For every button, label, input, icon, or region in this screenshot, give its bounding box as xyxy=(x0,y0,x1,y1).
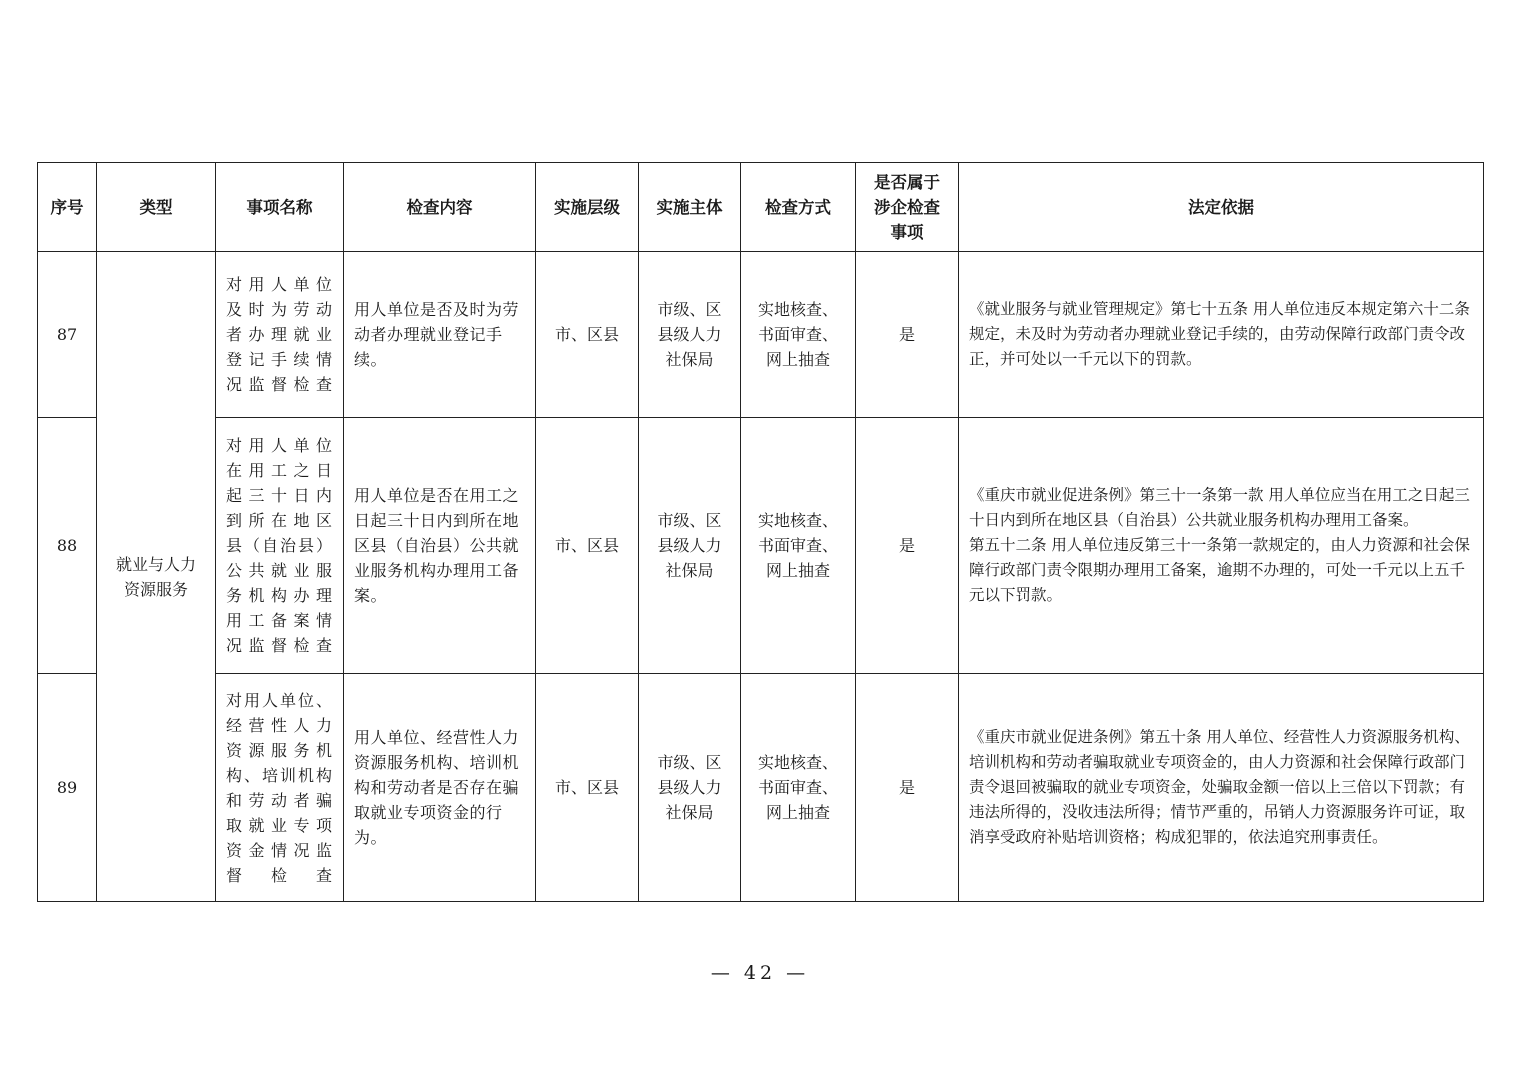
item-name-line: 督检查 xyxy=(226,865,333,885)
item-name-line: 对用人单位 xyxy=(226,275,333,294)
method-cell xyxy=(741,252,856,418)
item-name-line: 县（自治县） xyxy=(226,536,333,555)
table-row xyxy=(38,252,1484,418)
item-name-line: 取就业专项 xyxy=(226,815,333,835)
item-name-line: 到所在地区 xyxy=(226,511,333,530)
item-name-cell xyxy=(216,418,344,674)
method-line: 实地核查、 xyxy=(757,300,838,319)
header-enterprise-line: 事项 xyxy=(890,222,924,242)
item-name-cell xyxy=(216,252,344,418)
header-seq: 序号 xyxy=(38,163,97,252)
item-name-line: 登记手续情 xyxy=(226,350,333,369)
subject-cell xyxy=(639,674,741,902)
content-text: 用人单位、经营性人力资源服务机构、培训机构和劳动者是否存在骗取就业专项资金的行为。 xyxy=(354,728,520,847)
item-name-line: 资源服务机 xyxy=(226,740,333,760)
content-cell xyxy=(344,418,536,674)
header-method: 检查方式 xyxy=(741,163,856,252)
item-name-line: 况监督检查 xyxy=(226,375,333,394)
header-basis: 法定依据 xyxy=(959,163,1484,252)
item-name-line: 构、培训机构 xyxy=(226,765,333,785)
subject-line: 社保局 xyxy=(665,561,714,580)
table-header-row xyxy=(38,163,1484,252)
method-line: 实地核查、 xyxy=(757,511,838,530)
basis-text: 《重庆市就业促进条例》第三十一条第一款 用人单位应当在用工之日起三十日内到所在地区县（自治县）公共就业服务机构办理用工备案。 第五十二条 用人单位违反第三十一条第一款规定的，由人力资源和社会保障行政部门责令限期办理用工备案，逾期不办理的，可处一千元以上五千元以下罚款。 xyxy=(969,486,1470,604)
method-line: 实地核查、 xyxy=(757,753,838,772)
subject-line: 县级人力 xyxy=(657,778,722,797)
subject-line: 社保局 xyxy=(665,803,714,822)
subject-line: 县级人力 xyxy=(657,536,722,555)
table-row xyxy=(38,674,1484,902)
header-item-name: 事项名称 xyxy=(216,163,344,252)
content-text: 用人单位是否在用工之日起三十日内到所在地区县（自治县）公共就业服务机构办理用工备案。 xyxy=(354,486,520,605)
content-text: 用人单位是否及时为劳动者办理就业登记手续。 xyxy=(354,300,520,369)
table-row xyxy=(38,418,1484,674)
method-line: 书面审查、 xyxy=(757,325,838,344)
method-line: 网上抽查 xyxy=(765,561,830,580)
header-content: 检查内容 xyxy=(344,163,536,252)
subject-line: 县级人力 xyxy=(657,325,722,344)
inspection-table xyxy=(37,162,1484,902)
basis-text: 《重庆市就业促进条例》第五十条 用人单位、经营性人力资源服务机构、培训机构和劳动者骗取就业专项资金的，由人力资源和社会保障行政部门责令退回被骗取的就业专项资金，处骗取金额一倍以上三倍以下罚款；有违法所得的，没收违法所得；情节严重的，吊销人力资源服务许可证，取消享受政府补贴培训资格；构成犯罪的，依法追究刑事责任。 xyxy=(969,728,1470,846)
content-cell xyxy=(344,252,536,418)
level-cell: 市、区县 xyxy=(536,418,639,674)
item-name-line: 对用人单位 xyxy=(226,436,333,455)
enterprise-cell: 是 xyxy=(856,418,959,674)
method-cell xyxy=(741,674,856,902)
subject-line: 市级、区 xyxy=(657,511,722,530)
basis-cell xyxy=(959,418,1484,674)
item-name-line: 公共就业服 xyxy=(226,561,333,580)
subject-line: 社保局 xyxy=(665,350,714,369)
method-cell xyxy=(741,418,856,674)
enterprise-cell: 是 xyxy=(856,252,959,418)
seq-cell: 89 xyxy=(38,674,97,902)
item-name-line: 和劳动者骗 xyxy=(226,790,333,810)
basis-cell xyxy=(959,674,1484,902)
header-enterprise xyxy=(856,163,959,252)
content-cell xyxy=(344,674,536,902)
method-line: 网上抽查 xyxy=(765,803,830,822)
subject-cell xyxy=(639,418,741,674)
basis-cell xyxy=(959,252,1484,418)
header-level: 实施层级 xyxy=(536,163,639,252)
item-name-line: 经营性人力 xyxy=(226,715,333,735)
method-line: 书面审查、 xyxy=(757,536,838,555)
subject-line: 市级、区 xyxy=(657,300,722,319)
type-line: 就业与人力 xyxy=(115,554,196,574)
page-number: — 42 — xyxy=(710,962,810,984)
type-line: 资源服务 xyxy=(123,579,188,599)
header-enterprise-line: 涉企检查 xyxy=(874,197,940,217)
header-subject: 实施主体 xyxy=(639,163,741,252)
item-name-line: 况监督检查 xyxy=(226,636,333,655)
header-enterprise-line: 是否属于 xyxy=(874,172,940,192)
item-name-line: 用工备案情 xyxy=(226,611,333,630)
item-name-line: 务机构办理 xyxy=(226,586,333,605)
item-name-line: 在用工之日 xyxy=(226,461,333,480)
level-cell: 市、区县 xyxy=(536,252,639,418)
item-name-line: 及时为劳动 xyxy=(226,300,333,319)
seq-cell: 87 xyxy=(38,252,97,418)
level-cell: 市、区县 xyxy=(536,674,639,902)
header-type: 类型 xyxy=(97,163,216,252)
subject-line: 市级、区 xyxy=(657,753,722,772)
item-name-line: 起三十日内 xyxy=(226,486,333,505)
basis-text: 《就业服务与就业管理规定》第七十五条 用人单位违反本规定第六十二条规定，未及时为劳动者办理就业登记手续的，由劳动保障行政部门责令改正，并可处以一千元以下的罚款。 xyxy=(969,300,1470,368)
seq-cell: 88 xyxy=(38,418,97,674)
type-cell xyxy=(97,252,216,902)
enterprise-cell: 是 xyxy=(856,674,959,902)
item-name-line: 资金情况监 xyxy=(226,840,333,860)
method-line: 书面审查、 xyxy=(757,778,838,797)
method-line: 网上抽查 xyxy=(765,350,830,369)
subject-cell xyxy=(639,252,741,418)
item-name-line: 者办理就业 xyxy=(226,325,333,344)
item-name-cell xyxy=(216,674,344,902)
item-name-line: 对用人单位、 xyxy=(226,690,333,710)
